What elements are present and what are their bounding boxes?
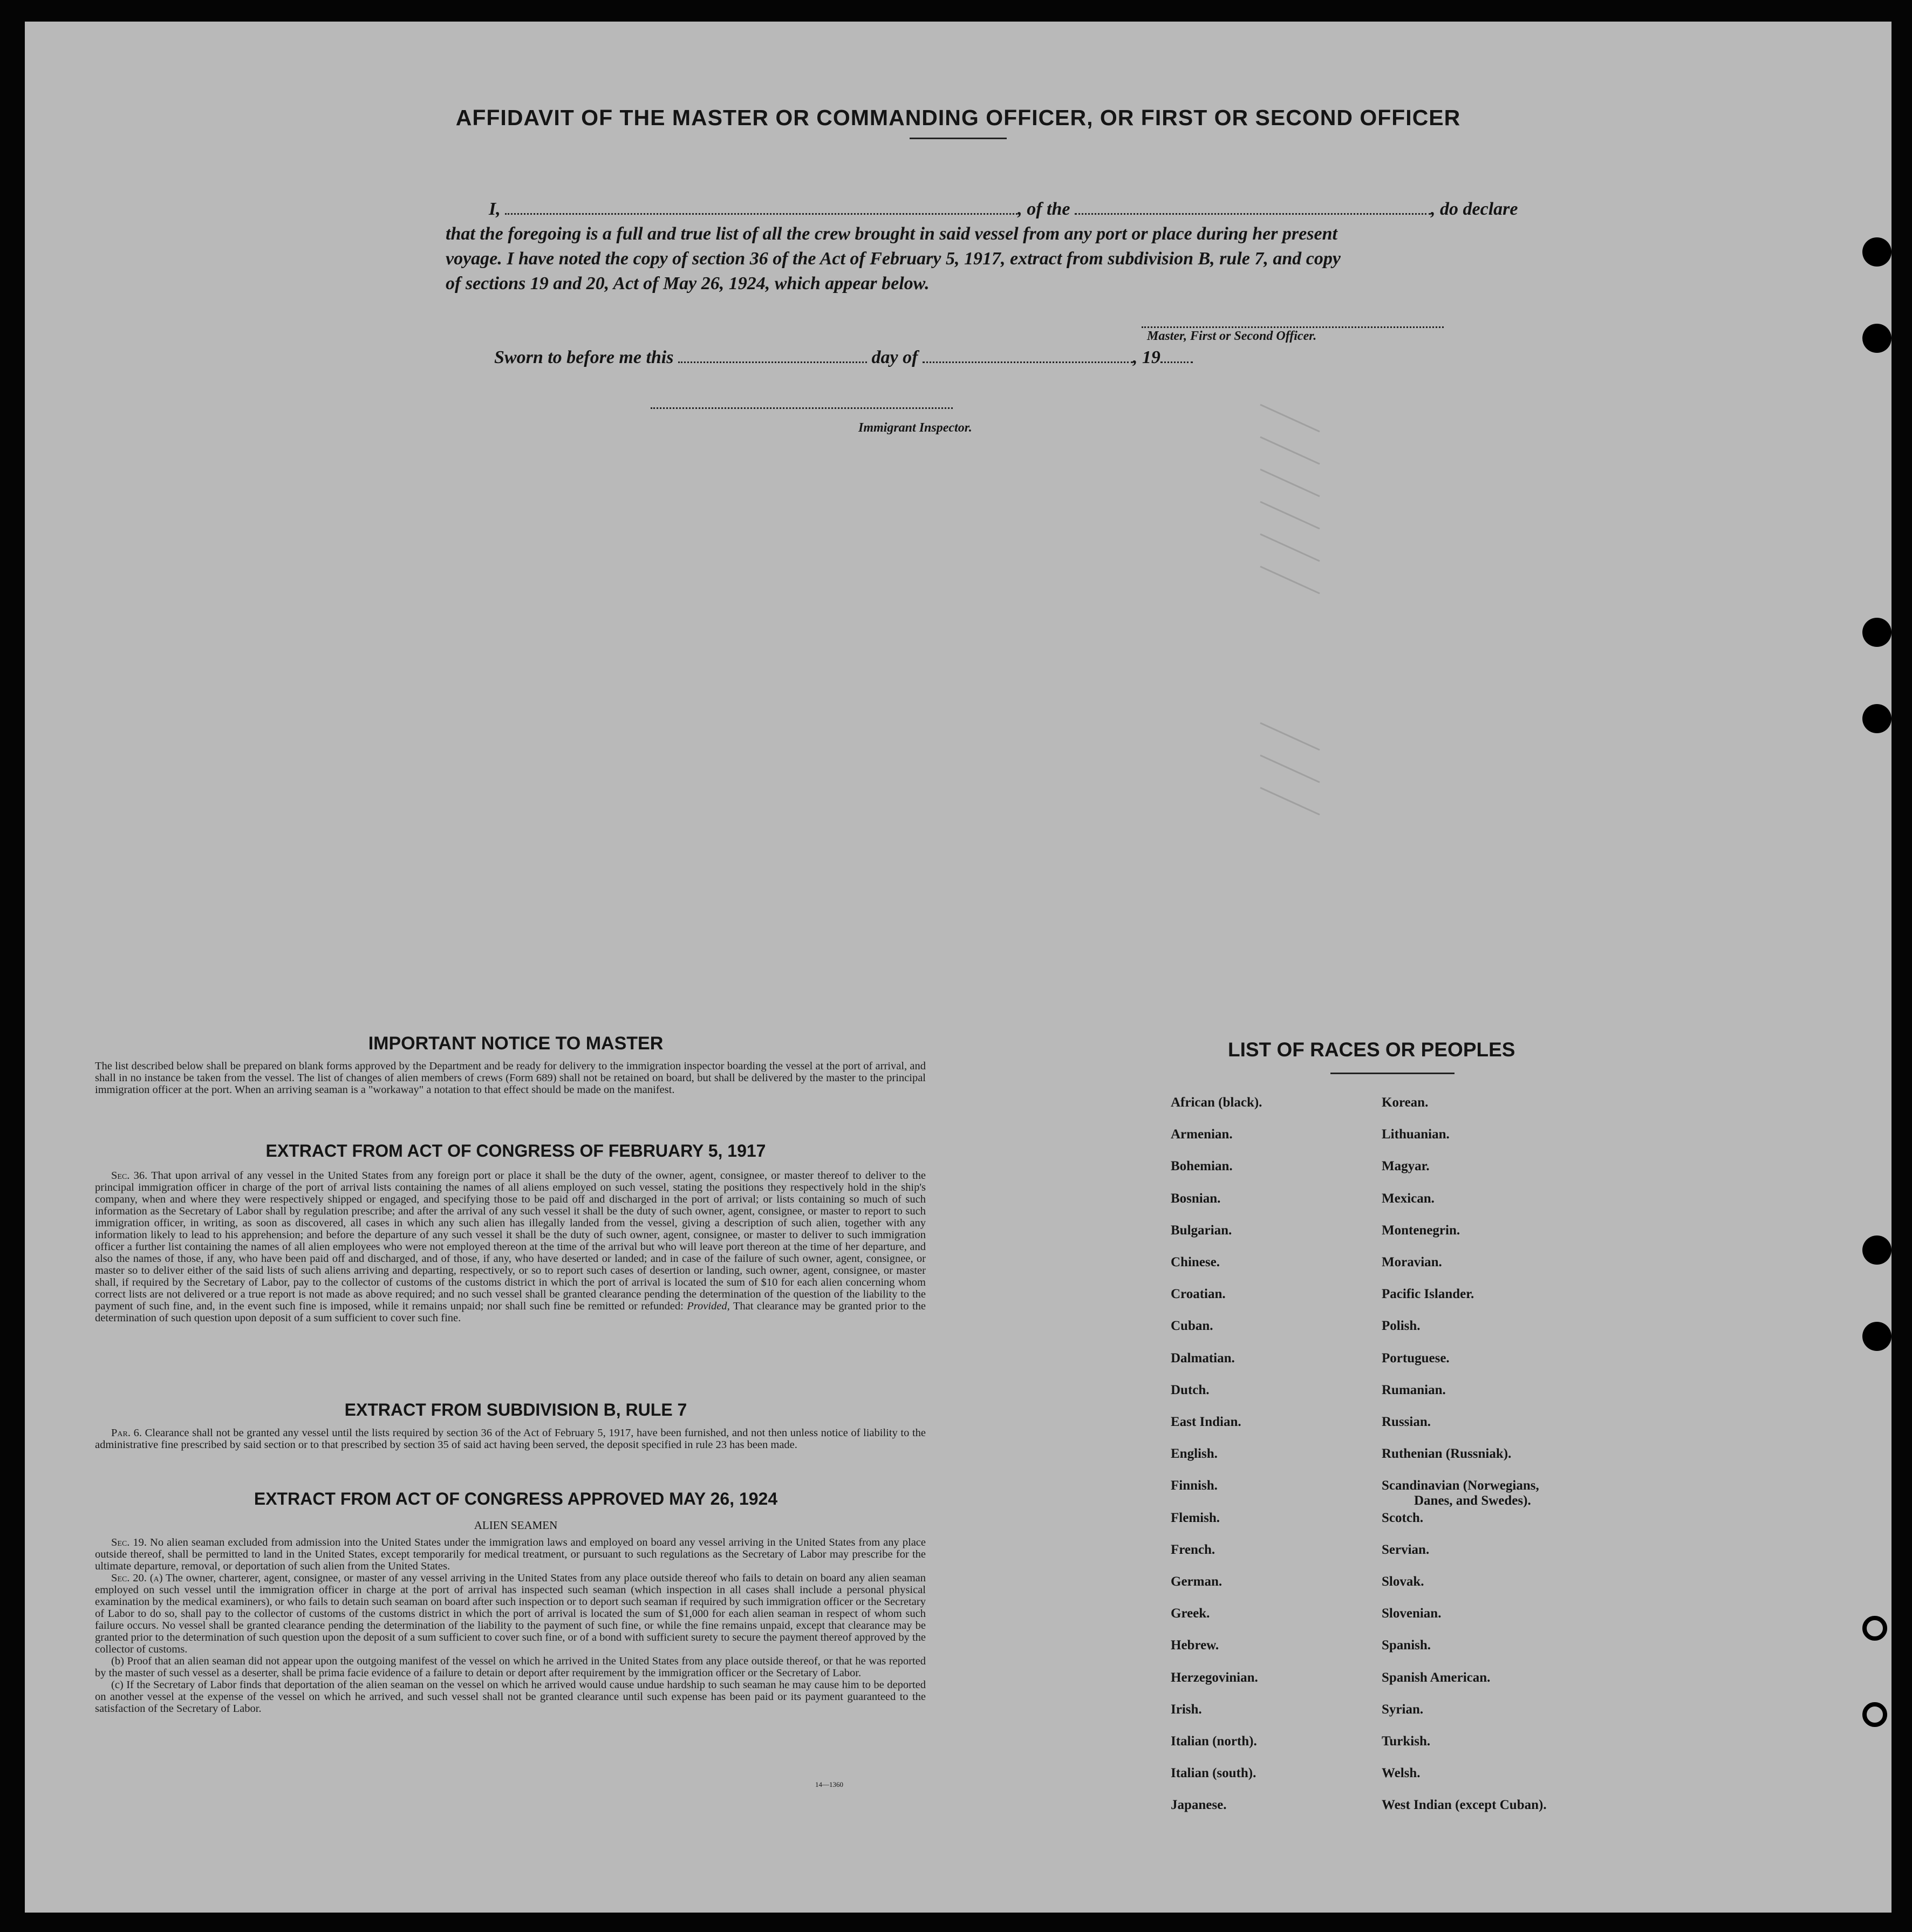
alien-seamen-subtitle: ALIEN SEAMEN (474, 1519, 558, 1532)
race-item: Spanish American. (1382, 1670, 1491, 1685)
document-page (25, 22, 1891, 1913)
race-item: Japanese. (1171, 1798, 1227, 1813)
sec-20b-label: (b) (111, 1655, 124, 1667)
race-item: Bohemian. (1171, 1159, 1233, 1174)
race-item: Greek. (1171, 1606, 1210, 1621)
punch-hole (1862, 324, 1891, 353)
race-item: Polish. (1382, 1319, 1421, 1334)
race-item: Pacific Islander. (1382, 1287, 1474, 1302)
punch-hole (1862, 237, 1891, 267)
sec-20-label: Sec. 20. (a) (111, 1572, 163, 1584)
race-item: West Indian (except Cuban). (1382, 1798, 1547, 1813)
race-item: Syrian. (1382, 1702, 1424, 1717)
punch-hole (1862, 1702, 1887, 1727)
race-item: Italian (north). (1171, 1734, 1257, 1749)
race-item: Hebrew. (1171, 1638, 1219, 1653)
race-item: Croatian. (1171, 1287, 1226, 1302)
extract-1924-title: EXTRACT FROM ACT OF CONGRESS APPROVED MAY 26, 1924 (254, 1489, 778, 1508)
races-title: LIST OF RACES OR PEOPLES (1228, 1039, 1515, 1061)
race-item: Servian. (1382, 1542, 1430, 1557)
race-item: German. (1171, 1574, 1223, 1589)
sec-20a (95, 1572, 926, 1655)
sec-19 (95, 1537, 926, 1572)
sworn-day-field[interactable] (678, 351, 867, 363)
sec-20c (95, 1679, 926, 1715)
sec-20c-label: (c) (111, 1679, 124, 1691)
punch-hole (1862, 618, 1891, 647)
race-item: Moravian. (1382, 1255, 1442, 1269)
punch-hole (1862, 1322, 1891, 1351)
race-item: Portuguese. (1382, 1350, 1450, 1366)
race-item: Bulgarian. (1171, 1223, 1232, 1238)
race-item: African (black). (1171, 1095, 1262, 1110)
i-label: I, (489, 199, 501, 219)
race-item: Turkish. (1382, 1734, 1431, 1749)
extract-1917-body (95, 1170, 926, 1324)
punch-hole (1862, 704, 1891, 733)
sec-36-label: Sec. 36. (111, 1170, 148, 1182)
race-item: English. (1171, 1446, 1218, 1462)
race-item: Mexican. (1382, 1191, 1435, 1206)
race-item: French. (1171, 1542, 1216, 1557)
sec-19-text: No alien seaman excluded from admission into the United States under the immigration laws and employed on board any vessel arriving in the United States from any place outside thereof, shall be permitted to land in the United States, except temporarily for medical treatment, or pursuant to such regulations as the Secretary of Labor may prescribe for the ultimate departure, removal, or deportation of such alien from the United States. (95, 1537, 926, 1572)
race-item: Dutch. (1171, 1382, 1210, 1397)
punch-hole (1862, 1616, 1887, 1641)
sec-36-text-end: That clearance may be granted prior to the determination of such question upon deposit of a sum sufficient to cover such fine. (95, 1300, 926, 1324)
sec-20b-text: Proof that an alien seaman did not appear upon the outgoing manifest of the vessel on which he arrived in the United States from any place outside thereof, or that he was reported by the master of such vessel as a deserter, shall be prima facie evidence of a failure to detain or deport after requirement by the immigration officer or the Secretary of Labor. (95, 1655, 926, 1679)
sec-19-label: Sec. 19. (111, 1537, 147, 1548)
day-of-label: day of (871, 347, 918, 367)
name-field[interactable] (505, 202, 1018, 215)
extract-rule7-title: EXTRACT FROM SUBDIVISION B, RULE 7 (344, 1400, 687, 1419)
of-the-label: , of the (1018, 199, 1070, 219)
punch-hole (1862, 1235, 1891, 1265)
race-item: Irish. (1171, 1702, 1202, 1717)
race-item: East Indian. (1171, 1415, 1241, 1429)
sec-20b (95, 1655, 926, 1679)
race-item: Bosnian. (1171, 1191, 1221, 1206)
affidavit-title: AFFIDAVIT OF THE MASTER OR COMMANDING OFFICER, OR FIRST OR SECOND OFFICER (455, 105, 1461, 130)
sec-36-text: That upon arrival of any vessel in the United States from any foreign port or place it shall be the duty of the owner, agent, consignee, or master thereof to deliver to the principal immigration officer in charge of the port of arrival lists containing the names of all aliens employed on such vessel, stating the positions they respectively hold in the ship's company, when and where they were respectively shipped or engaged, and specifying those to be paid off and discharged in the port of arrival; or lists containing so much of such information as the Secretary of Labor shall by regulation prescribe; and after the arrival of any such vessel it shall be the duty of such owner, agent, consignee, or master to report to such immigration officer, in writing, as soon as discovered, all cases in which any such alien has illegally landed from the vessel, giving a description of such alien, together with any information likely to lead to his apprehension; and before the departure of any such vessel it shall be the duty of such owner, agent, consignee, or master to deliver to such immigration officer a further list containing the names of all alien employees who were not employed thereon at the time of the arrival but who will leave port thereon at the time of her departure, and also the names of those, if any, who have been paid off and discharged, and of those, if any, who have deserted or landed; and in case of the failure of such owner, agent, consignee, or master so to deliver either of the said lists of such aliens arriving and departing, respectively, or so to report such cases of desertion or landing, such owner, agent, consignee, or master shall, if required by the Secretary of Labor, pay to the collector of customs of the customs district in which the port of arrival is located the sum of $10 for each alien concerning whom correct lists are not delivered or a true report is not made as above required; and no such vessel shall be granted clearance pending the determination of the question of the liability to the payment of such fine, and, in the event such fine is imposed, while it remains unpaid; nor shall such fine be remitted or refunded: (95, 1170, 926, 1312)
sworn-year-field[interactable] (1160, 351, 1193, 363)
race-item: Chinese. (1171, 1255, 1220, 1269)
race-item: Magyar. (1382, 1159, 1430, 1174)
notice-body: The list described below shall be prepared on blank forms approved by the Department and be ready for delivery to the immigration inspector boarding the vessel at the port of arrival, and shall in no instance be taken from the vessel. The list of changes of alien members of crews (Form 689) shall not be retained on board, but shall be delivered by the master to the principal immigration officer at the port. When an arriving seaman is a "workaway" a notation to that effect should be made on the manifest. (95, 1060, 926, 1096)
race-item: Italian (south). (1171, 1766, 1257, 1781)
race-item: Slovenian. (1382, 1606, 1442, 1621)
race-item: Armenian. (1171, 1127, 1233, 1142)
race-item: Ruthenian (Russniak). (1382, 1446, 1512, 1462)
sworn-label: Sworn to before me this (494, 347, 674, 367)
master-signature-line[interactable] (1142, 326, 1444, 328)
races-title-underline (1330, 1073, 1455, 1074)
bleed-through-marks (1255, 399, 1395, 993)
extract-rule7-body (95, 1427, 926, 1451)
sworn-month-field[interactable] (923, 351, 1133, 363)
vessel-field[interactable] (1075, 202, 1431, 215)
extract-1917-title: EXTRACT FROM ACT OF CONGRESS OF FEBRUARY 5, 1917 (265, 1141, 766, 1160)
race-item: Spanish. (1382, 1638, 1431, 1653)
race-item: Montenegrin. (1382, 1223, 1460, 1238)
provided-label: Provided, (687, 1300, 730, 1312)
race-item: Russian. (1382, 1415, 1431, 1429)
affidavit-line-3: voyage. I have noted the copy of section 36 of the Act of February 5, 1917, extract from subdivision B, rule 7, and copy (446, 249, 1341, 269)
par-6-label: Par. 6. (111, 1427, 142, 1439)
race-item: Welsh. (1382, 1766, 1421, 1781)
race-item: Rumanian. (1382, 1382, 1446, 1397)
race-item: Korean. (1382, 1095, 1429, 1110)
race-item: Scotch. (1382, 1510, 1424, 1525)
notice-title: IMPORTANT NOTICE TO MASTER (368, 1033, 664, 1054)
race-item: Finnish. (1171, 1478, 1218, 1493)
par-6-text: Clearance shall not be granted any vessel until the lists required by section 36 of the Act of February 5, 1917, have been furnished, and not then unless notice of liability to the administrative fine prescribed by said section or to that prescribed by section 35 of said act having been served, the deposit specified in rule 23 has been made. (95, 1427, 926, 1451)
master-signature-label: Master, First or Second Officer. (1147, 329, 1317, 343)
race-item: Danes, and Swedes). (1414, 1493, 1531, 1508)
affidavit-line-2: that the foregoing is a full and true list of all the crew brought in said vessel from any port or place during her present (446, 224, 1337, 244)
affidavit-line-1 (446, 197, 1519, 222)
sec-20a-text: The owner, charterer, agent, consignee, or master of any vessel arriving in the United States from any place outside thereof who fails to detain on board any alien seaman employed on such vessel until the immigration officer in charge at the port of arrival has inspected such seaman (which inspection in all cases shall include a personal physical examination by the medical examiners), or who fails to detain such seaman on board after such inspection or to deport such seaman if required by such immigration officer or the Secretary of Labor to do so, shall pay to the collector of customs of the customs district in which the port of arrival is located the sum of $1,000 for each alien seaman in respect of whom such failure occurs. No vessel shall be granted clearance pending the determination of the liability to the payment of such fine, or while the fine remains unpaid, except that clearance may be granted prior to the determination of such question upon the deposit of a sum sufficient to cover such fine, or of a bond with sufficient surety to secure the payment thereof approved by the collector of customs. (95, 1572, 926, 1655)
title-underline (910, 138, 1007, 139)
affidavit-line-4: of sections 19 and 20, Act of May 26, 1924, which appear below. (446, 274, 930, 293)
race-item: Herzegovinian. (1171, 1670, 1258, 1685)
inspector-signature-line[interactable] (651, 407, 953, 409)
inspector-signature-label: Immigrant Inspector. (858, 421, 972, 435)
sec-20c-text: If the Secretary of Labor finds that deportation of the alien seaman on the vessel on which he arrived would cause undue hardship to such seaman he may cause him to be deported on another vessel at the expense of the vessel on which he arrived, and such vessel shall not be granted clearance until such expense has been paid or its payment guaranteed to the satisfaction of the Secretary of Labor. (95, 1679, 926, 1715)
form-number: 14—1360 (815, 1780, 843, 1788)
race-item: Lithuanian. (1382, 1127, 1450, 1142)
declare-label: , do declare (1431, 199, 1518, 219)
race-item: Dalmatian. (1171, 1350, 1235, 1366)
race-item: Scandinavian (Norwegians, (1382, 1478, 1539, 1493)
sworn-line (494, 345, 1568, 370)
race-item: Slovak. (1382, 1574, 1424, 1589)
race-item: Cuban. (1171, 1319, 1213, 1334)
extract-1924-body (95, 1537, 926, 1715)
race-item: Flemish. (1171, 1510, 1220, 1525)
year-label: , 19 (1132, 347, 1160, 367)
